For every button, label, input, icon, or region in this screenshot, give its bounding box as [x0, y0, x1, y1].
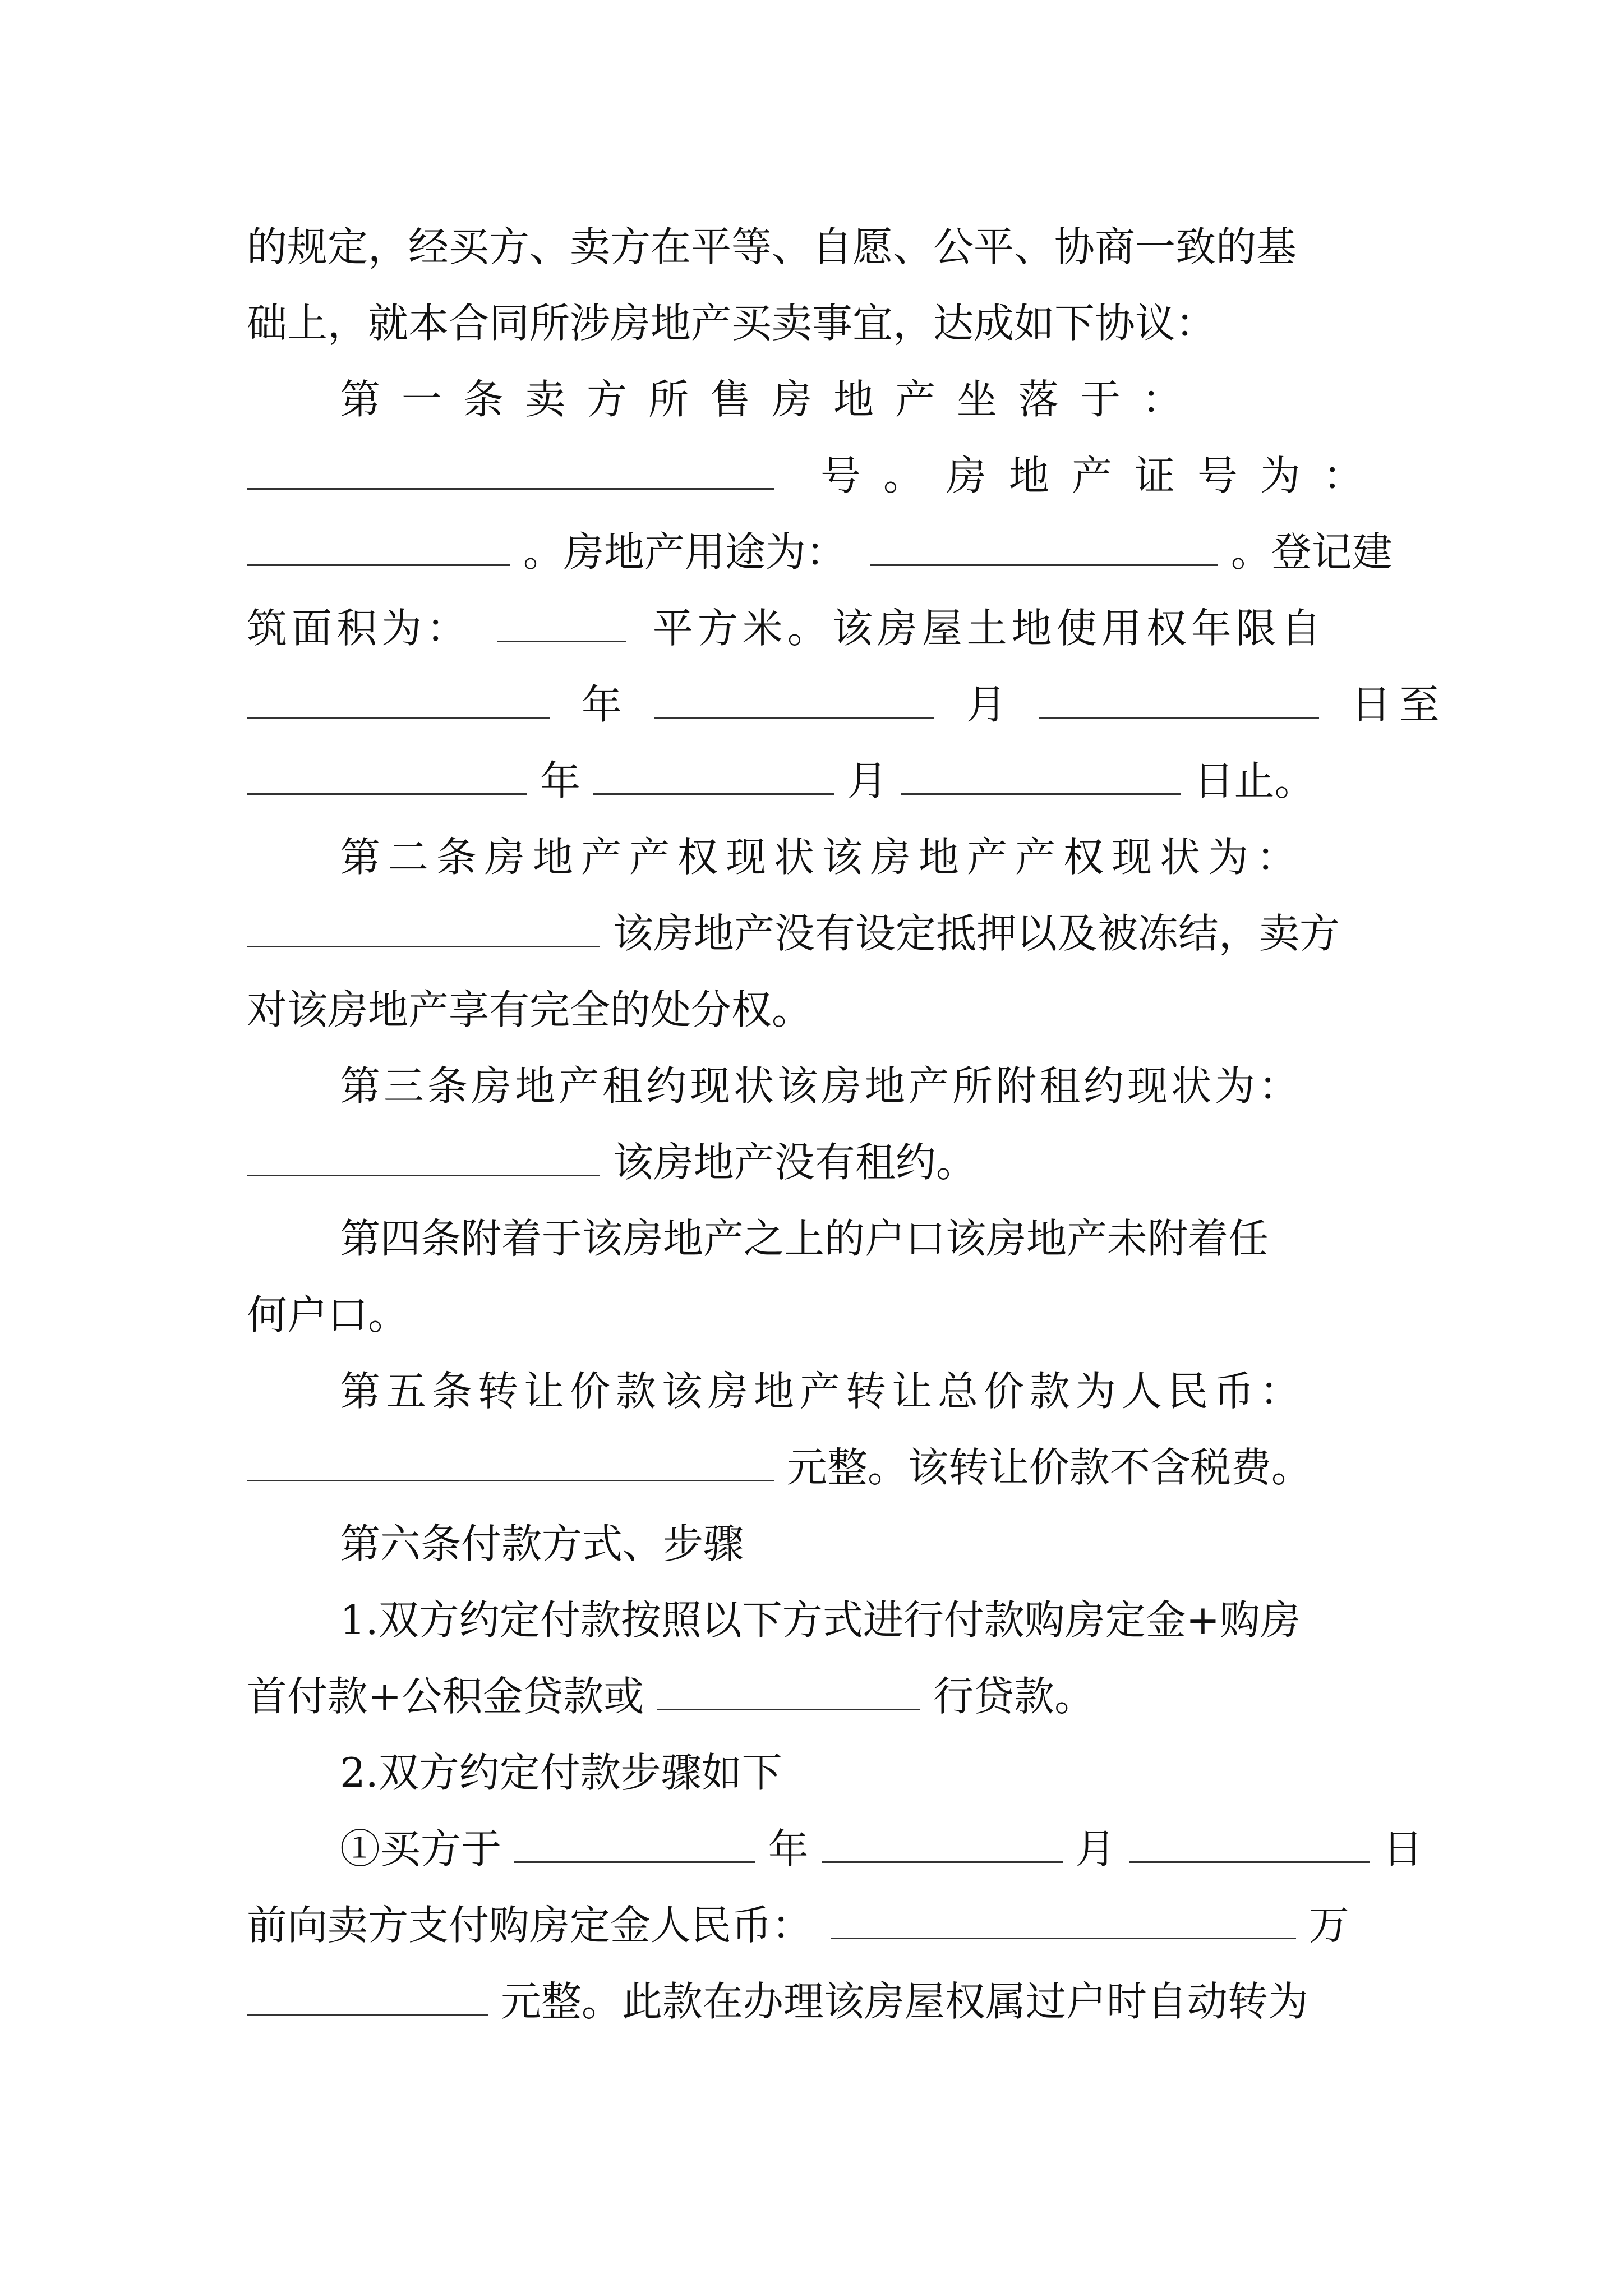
- text: 第六条付款方式、步骤: [340, 1520, 744, 1567]
- text: 第三条房地产租约现状该房地产所附租约现状为：: [340, 1062, 1303, 1110]
- paragraph-line: [247, 983, 1385, 1037]
- text: 第五条转让价款该房地产转让总价款为人民币：: [340, 1368, 1306, 1415]
- fill-blank[interactable]: [654, 678, 934, 719]
- text: 2.双方约定付款步骤如下: [340, 1749, 782, 1796]
- text: 元整。此款在办理该房屋权属过户时自动转为: [500, 1978, 1308, 2025]
- text: 第一条卖方所售房地产坐落于：: [340, 376, 1204, 423]
- paragraph-line: [247, 601, 1385, 655]
- paragraph-line: [247, 525, 1393, 579]
- fill-blank[interactable]: [593, 754, 834, 795]
- fill-blank[interactable]: [514, 1822, 755, 1863]
- text: 日止。: [1193, 757, 1315, 804]
- text: 元整。该转让价款不含税费。: [786, 1444, 1312, 1491]
- fill-blank[interactable]: [247, 907, 600, 947]
- text: 号。房地产证号为：: [820, 452, 1386, 499]
- text: 年: [540, 757, 580, 804]
- fill-blank[interactable]: [497, 601, 626, 642]
- article-2-line: [340, 830, 1385, 884]
- paragraph-line: [247, 1975, 1385, 2028]
- list-item: [340, 1822, 1423, 1876]
- paragraph-line: [247, 678, 1447, 731]
- paragraph-line: [247, 449, 1385, 503]
- fill-blank[interactable]: [822, 1822, 1063, 1863]
- text: 万: [1308, 1902, 1349, 1949]
- text: 月: [1075, 1825, 1116, 1872]
- list-item: [340, 1746, 1385, 1800]
- text: 的规定，经买方、卖方在平等、自愿、公平、协商一致的基: [247, 223, 1297, 270]
- text: 该房地产没有设定抵押以及被冻结，卖方: [612, 910, 1340, 957]
- text: 行贷款。: [933, 1673, 1095, 1720]
- text: ①买方于: [340, 1825, 502, 1872]
- fill-blank[interactable]: [247, 1441, 774, 1481]
- article-6-heading: [340, 1517, 1385, 1571]
- list-item: [340, 1593, 1385, 1647]
- text: 础上，就本合同所涉房地产买卖事宜，达成如下协议：: [247, 300, 1216, 347]
- text: 前向卖方支付购房定金人民币：: [247, 1902, 813, 1949]
- paragraph-line: [247, 220, 1385, 274]
- text: 年: [581, 681, 622, 728]
- fill-blank[interactable]: [247, 678, 550, 719]
- paragraph-line: [247, 1898, 1385, 1952]
- fill-blank[interactable]: [901, 754, 1181, 795]
- article-5-line: [340, 1364, 1385, 1418]
- text: 日: [1382, 1825, 1423, 1872]
- text: 1.双方约定付款按照以下方式进行付款购房定金+购房: [340, 1596, 1301, 1644]
- paragraph-line: [247, 1288, 1385, 1342]
- fill-blank[interactable]: [870, 525, 1218, 566]
- fill-blank[interactable]: [1129, 1822, 1370, 1863]
- fill-blank[interactable]: [247, 1135, 600, 1176]
- text: 何户口。: [247, 1291, 409, 1338]
- text: 首付款+公积金贷款或: [247, 1673, 644, 1720]
- fill-blank[interactable]: [657, 1669, 920, 1710]
- text: 第四条附着于该房地产之上的户口该房地产未附着任: [340, 1215, 1269, 1262]
- fill-blank[interactable]: [247, 449, 774, 490]
- fill-blank[interactable]: [247, 525, 510, 566]
- article-3-line: [340, 1059, 1385, 1113]
- paragraph-line: [247, 1441, 1385, 1494]
- fill-blank[interactable]: [247, 1975, 488, 2016]
- paragraph-line: [247, 1669, 1385, 1723]
- paragraph-line: [247, 296, 1385, 350]
- fill-blank[interactable]: [1039, 678, 1319, 719]
- text: 该房地产没有租约。: [612, 1139, 976, 1186]
- text: 月: [847, 757, 888, 804]
- paragraph-line: [247, 907, 1385, 960]
- text: 平方米。该房屋土地使用权年限自: [652, 605, 1326, 652]
- text: 对该房地产享有完全的处分权。: [247, 986, 813, 1033]
- text: 筑面积为：: [247, 605, 472, 652]
- article-4-line: [340, 1212, 1385, 1266]
- text: 年: [768, 1825, 809, 1872]
- paragraph-line: [247, 1135, 1385, 1189]
- text: 月: [966, 681, 1007, 728]
- text: 。房地产用途为：: [523, 528, 846, 576]
- text: 。登记建: [1230, 528, 1393, 576]
- text: 日至: [1350, 681, 1447, 728]
- text: 第二条房地产产权现状该房地产产权现状为：: [340, 834, 1305, 881]
- fill-blank[interactable]: [247, 754, 527, 795]
- paragraph-line: [247, 754, 1385, 808]
- article-1-line: [340, 372, 1366, 426]
- fill-blank[interactable]: [831, 1898, 1296, 1939]
